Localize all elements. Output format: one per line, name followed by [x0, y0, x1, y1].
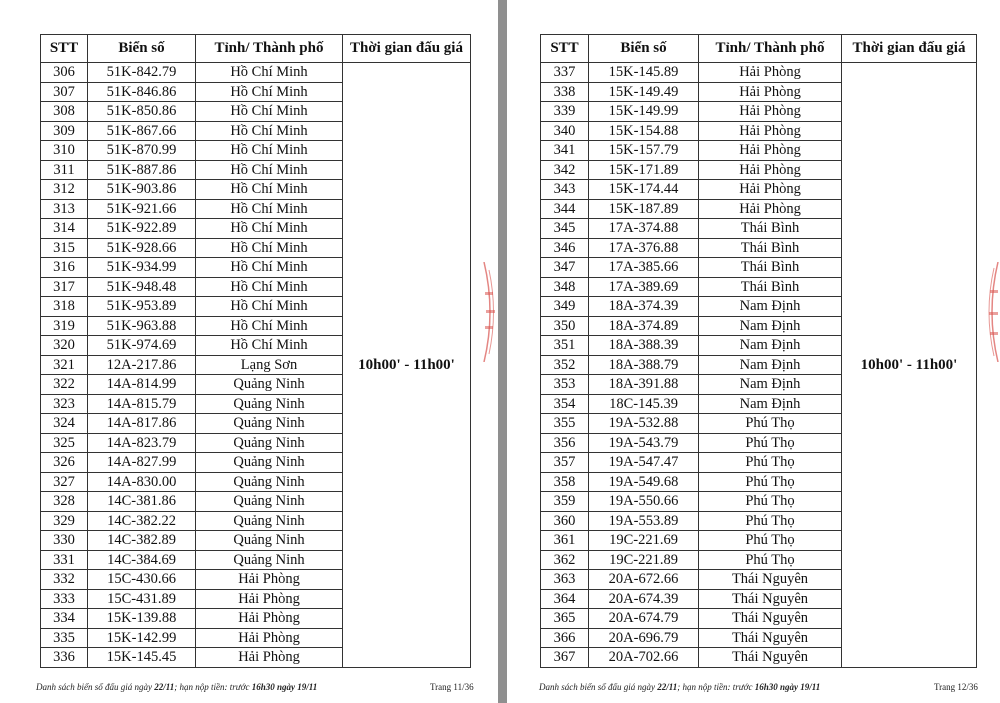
stt-cell: 318 [41, 297, 88, 317]
table-header-row [41, 35, 471, 63]
province-cell: Phú Thọ [699, 511, 842, 531]
plate-cell: 20A-674.79 [589, 609, 699, 629]
province-cell: Quảng Ninh [196, 375, 343, 395]
stt-cell: 358 [541, 472, 589, 492]
province-cell: Hồ Chí Minh [196, 277, 343, 297]
plate-cell: 51K-948.48 [88, 277, 196, 297]
plate-cell: 14C-381.86 [88, 492, 196, 512]
plates-table-right [540, 34, 977, 668]
stt-cell: 355 [541, 414, 589, 434]
province-cell: Hồ Chí Minh [196, 141, 343, 161]
plate-cell: 18A-374.39 [589, 297, 699, 317]
plate-cell: 17A-385.66 [589, 258, 699, 278]
plate-cell: 51K-887.86 [88, 160, 196, 180]
province-cell: Quảng Ninh [196, 492, 343, 512]
stt-cell: 331 [41, 550, 88, 570]
plate-cell: 15K-145.89 [589, 63, 699, 83]
plate-cell: 51K-963.88 [88, 316, 196, 336]
province-cell: Lạng Sơn [196, 355, 343, 375]
plate-cell: 20A-702.66 [589, 648, 699, 668]
stt-cell: 334 [41, 609, 88, 629]
stt-cell: 332 [41, 570, 88, 590]
stt-cell: 323 [41, 394, 88, 414]
province-cell: Thái Nguyên [699, 609, 842, 629]
province-cell: Quảng Ninh [196, 394, 343, 414]
province-cell: Hải Phòng [196, 589, 343, 609]
footer-prefix: Danh sách biển số đấu giá ngày [36, 682, 152, 692]
auction-time-cell: 10h00' - 11h00' [842, 63, 977, 668]
auction-time-cell: 10h00' - 11h00' [343, 63, 471, 668]
stt-cell: 326 [41, 453, 88, 473]
document-page-left [0, 0, 498, 703]
province-cell: Hải Phòng [196, 609, 343, 629]
province-cell: Quảng Ninh [196, 550, 343, 570]
province-cell: Quảng Ninh [196, 414, 343, 434]
footer-prefix: Danh sách biển số đấu giá ngày [539, 682, 655, 692]
stt-cell: 316 [41, 258, 88, 278]
stt-cell: 341 [541, 141, 589, 161]
province-cell: Hồ Chí Minh [196, 121, 343, 141]
stt-cell: 367 [541, 648, 589, 668]
stt-cell: 322 [41, 375, 88, 395]
stt-cell: 340 [541, 121, 589, 141]
province-cell: Thái Bình [699, 277, 842, 297]
stt-cell: 321 [41, 355, 88, 375]
stt-cell: 343 [541, 180, 589, 200]
plate-cell: 20A-672.66 [589, 570, 699, 590]
province-cell: Hồ Chí Minh [196, 238, 343, 258]
footer-deadline: 16h30 ngày 19/11 [754, 682, 821, 692]
stt-cell: 330 [41, 531, 88, 551]
stt-cell: 342 [541, 160, 589, 180]
header-province: Tỉnh/ Thành phố [699, 35, 842, 63]
stt-cell: 338 [541, 82, 589, 102]
province-cell: Thái Nguyên [699, 589, 842, 609]
stt-cell: 352 [541, 355, 589, 375]
province-cell: Hồ Chí Minh [196, 219, 343, 239]
stt-cell: 347 [541, 258, 589, 278]
province-cell: Phú Thọ [699, 531, 842, 551]
plate-cell: 51K-934.99 [88, 258, 196, 278]
province-cell: Hải Phòng [699, 82, 842, 102]
province-cell: Hải Phòng [699, 160, 842, 180]
province-cell: Quảng Ninh [196, 531, 343, 551]
stt-cell: 339 [541, 102, 589, 122]
plate-cell: 14A-817.86 [88, 414, 196, 434]
plate-cell: 15K-171.89 [589, 160, 699, 180]
plate-cell: 18C-145.39 [589, 394, 699, 414]
plate-cell: 14A-823.79 [88, 433, 196, 453]
footer-date: 22/11 [154, 682, 175, 692]
plates-table-left [40, 34, 471, 668]
stt-cell: 308 [41, 102, 88, 122]
province-cell: Hải Phòng [196, 648, 343, 668]
header-time: Thời gian đấu giá [842, 35, 977, 63]
plate-cell: 51K-922.89 [88, 219, 196, 239]
plate-cell: 17A-376.88 [589, 238, 699, 258]
page-number-left: Trang 11/36 [430, 682, 474, 692]
plate-cell: 14A-815.79 [88, 394, 196, 414]
plate-cell: 15C-430.66 [88, 570, 196, 590]
plate-cell: 15K-142.99 [88, 628, 196, 648]
province-cell: Nam Định [699, 355, 842, 375]
footer-deadline: 16h30 ngày 19/11 [251, 682, 318, 692]
plate-cell: 14C-382.89 [88, 531, 196, 551]
province-cell: Hải Phòng [699, 180, 842, 200]
province-cell: Phú Thọ [699, 433, 842, 453]
stt-cell: 346 [541, 238, 589, 258]
stt-cell: 360 [541, 511, 589, 531]
stt-cell: 337 [541, 63, 589, 83]
province-cell: Hải Phòng [699, 199, 842, 219]
plate-cell: 51K-928.66 [88, 238, 196, 258]
province-cell: Phú Thọ [699, 414, 842, 434]
stt-cell: 361 [541, 531, 589, 551]
header-stt: STT [541, 35, 589, 63]
stt-cell: 309 [41, 121, 88, 141]
plate-cell: 14C-382.22 [88, 511, 196, 531]
plate-cell: 51K-842.79 [88, 63, 196, 83]
province-cell: Quảng Ninh [196, 472, 343, 492]
province-cell: Quảng Ninh [196, 511, 343, 531]
stt-cell: 362 [541, 550, 589, 570]
plate-cell: 19C-221.69 [589, 531, 699, 551]
province-cell: Quảng Ninh [196, 433, 343, 453]
province-cell: Phú Thọ [699, 492, 842, 512]
stt-cell: 351 [541, 336, 589, 356]
province-cell: Phú Thọ [699, 472, 842, 492]
plate-cell: 18A-374.89 [589, 316, 699, 336]
plate-cell: 15C-431.89 [88, 589, 196, 609]
header-plate: Biển số [589, 35, 699, 63]
footer-middle: ; hạn nộp tiền: trước [174, 682, 250, 692]
plate-cell: 15K-174.44 [589, 180, 699, 200]
province-cell: Nam Định [699, 297, 842, 317]
table-row [541, 63, 977, 83]
table-header-row [541, 35, 977, 63]
province-cell: Nam Định [699, 394, 842, 414]
stt-cell: 324 [41, 414, 88, 434]
stt-cell: 314 [41, 219, 88, 239]
plate-cell: 15K-149.49 [589, 82, 699, 102]
table-body-left [41, 63, 471, 668]
plate-cell: 51K-903.86 [88, 180, 196, 200]
table-row [41, 63, 471, 83]
document-page-right [507, 0, 1000, 703]
stt-cell: 313 [41, 199, 88, 219]
province-cell: Thái Nguyên [699, 648, 842, 668]
province-cell: Phú Thọ [699, 453, 842, 473]
plate-cell: 18A-388.39 [589, 336, 699, 356]
province-cell: Hồ Chí Minh [196, 199, 343, 219]
stt-cell: 306 [41, 63, 88, 83]
footer-middle: ; hạn nộp tiền: trước [677, 682, 753, 692]
plate-cell: 15K-149.99 [589, 102, 699, 122]
plate-cell: 51K-850.86 [88, 102, 196, 122]
plate-cell: 19C-221.89 [589, 550, 699, 570]
plate-cell: 51K-921.66 [88, 199, 196, 219]
plate-cell: 51K-846.86 [88, 82, 196, 102]
stt-cell: 348 [541, 277, 589, 297]
plate-cell: 18A-388.79 [589, 355, 699, 375]
province-cell: Thái Nguyên [699, 628, 842, 648]
stt-cell: 329 [41, 511, 88, 531]
stt-cell: 365 [541, 609, 589, 629]
province-cell: Hồ Chí Minh [196, 82, 343, 102]
plate-cell: 15K-145.45 [88, 648, 196, 668]
province-cell: Hải Phòng [699, 121, 842, 141]
plate-cell: 15K-154.88 [589, 121, 699, 141]
province-cell: Quảng Ninh [196, 453, 343, 473]
stt-cell: 364 [541, 589, 589, 609]
plate-cell: 14C-384.69 [88, 550, 196, 570]
plate-cell: 19A-547.47 [589, 453, 699, 473]
stt-cell: 319 [41, 316, 88, 336]
plate-cell: 19A-549.68 [589, 472, 699, 492]
stt-cell: 356 [541, 433, 589, 453]
stt-cell: 310 [41, 141, 88, 161]
stt-cell: 354 [541, 394, 589, 414]
stt-cell: 315 [41, 238, 88, 258]
province-cell: Hải Phòng [699, 63, 842, 83]
footer-note-left [36, 682, 317, 692]
province-cell: Thái Bình [699, 258, 842, 278]
stt-cell: 327 [41, 472, 88, 492]
stamp-fragment-left [482, 262, 498, 362]
stt-cell: 328 [41, 492, 88, 512]
plate-cell: 14A-830.00 [88, 472, 196, 492]
plate-cell: 19A-543.79 [589, 433, 699, 453]
province-cell: Nam Định [699, 375, 842, 395]
province-cell: Hồ Chí Minh [196, 258, 343, 278]
plate-cell: 20A-696.79 [589, 628, 699, 648]
stt-cell: 307 [41, 82, 88, 102]
header-time: Thời gian đấu giá [343, 35, 471, 63]
plate-cell: 15K-187.89 [589, 199, 699, 219]
stt-cell: 333 [41, 589, 88, 609]
stt-cell: 349 [541, 297, 589, 317]
plate-cell: 14A-827.99 [88, 453, 196, 473]
province-cell: Nam Định [699, 336, 842, 356]
stt-cell: 357 [541, 453, 589, 473]
plate-cell: 20A-674.39 [589, 589, 699, 609]
province-cell: Hải Phòng [699, 102, 842, 122]
province-cell: Hồ Chí Minh [196, 102, 343, 122]
stt-cell: 366 [541, 628, 589, 648]
footer-note-right [539, 682, 820, 692]
stt-cell: 350 [541, 316, 589, 336]
stt-cell: 320 [41, 336, 88, 356]
province-cell: Hải Phòng [699, 141, 842, 161]
header-stt: STT [41, 35, 88, 63]
stt-cell: 312 [41, 180, 88, 200]
plate-cell: 15K-139.88 [88, 609, 196, 629]
province-cell: Phú Thọ [699, 550, 842, 570]
plate-cell: 15K-157.79 [589, 141, 699, 161]
province-cell: Hải Phòng [196, 570, 343, 590]
footer-date: 22/11 [657, 682, 678, 692]
plate-cell: 17A-389.69 [589, 277, 699, 297]
province-cell: Thái Bình [699, 219, 842, 239]
province-cell: Hồ Chí Minh [196, 180, 343, 200]
stt-cell: 344 [541, 199, 589, 219]
province-cell: Nam Định [699, 316, 842, 336]
plate-cell: 51K-953.89 [88, 297, 196, 317]
page-number-right: Trang 12/36 [934, 682, 978, 692]
plate-cell: 12A-217.86 [88, 355, 196, 375]
plate-cell: 19A-532.88 [589, 414, 699, 434]
header-plate: Biển số [88, 35, 196, 63]
stt-cell: 317 [41, 277, 88, 297]
province-cell: Hồ Chí Minh [196, 297, 343, 317]
stt-cell: 363 [541, 570, 589, 590]
stt-cell: 345 [541, 219, 589, 239]
province-cell: Hải Phòng [196, 628, 343, 648]
province-cell: Thái Bình [699, 238, 842, 258]
stt-cell: 353 [541, 375, 589, 395]
plate-cell: 51K-974.69 [88, 336, 196, 356]
plate-cell: 18A-391.88 [589, 375, 699, 395]
stt-cell: 359 [541, 492, 589, 512]
province-cell: Hồ Chí Minh [196, 336, 343, 356]
stt-cell: 325 [41, 433, 88, 453]
province-cell: Hồ Chí Minh [196, 160, 343, 180]
province-cell: Thái Nguyên [699, 570, 842, 590]
stt-cell: 336 [41, 648, 88, 668]
plate-cell: 19A-550.66 [589, 492, 699, 512]
province-cell: Hồ Chí Minh [196, 316, 343, 336]
header-province: Tỉnh/ Thành phố [196, 35, 343, 63]
plate-cell: 17A-374.88 [589, 219, 699, 239]
plate-cell: 14A-814.99 [88, 375, 196, 395]
plate-cell: 51K-867.66 [88, 121, 196, 141]
province-cell: Hồ Chí Minh [196, 63, 343, 83]
plate-cell: 51K-870.99 [88, 141, 196, 161]
stt-cell: 311 [41, 160, 88, 180]
plate-cell: 19A-553.89 [589, 511, 699, 531]
table-body-right [541, 63, 977, 668]
stt-cell: 335 [41, 628, 88, 648]
stamp-fragment-right [984, 262, 1000, 362]
